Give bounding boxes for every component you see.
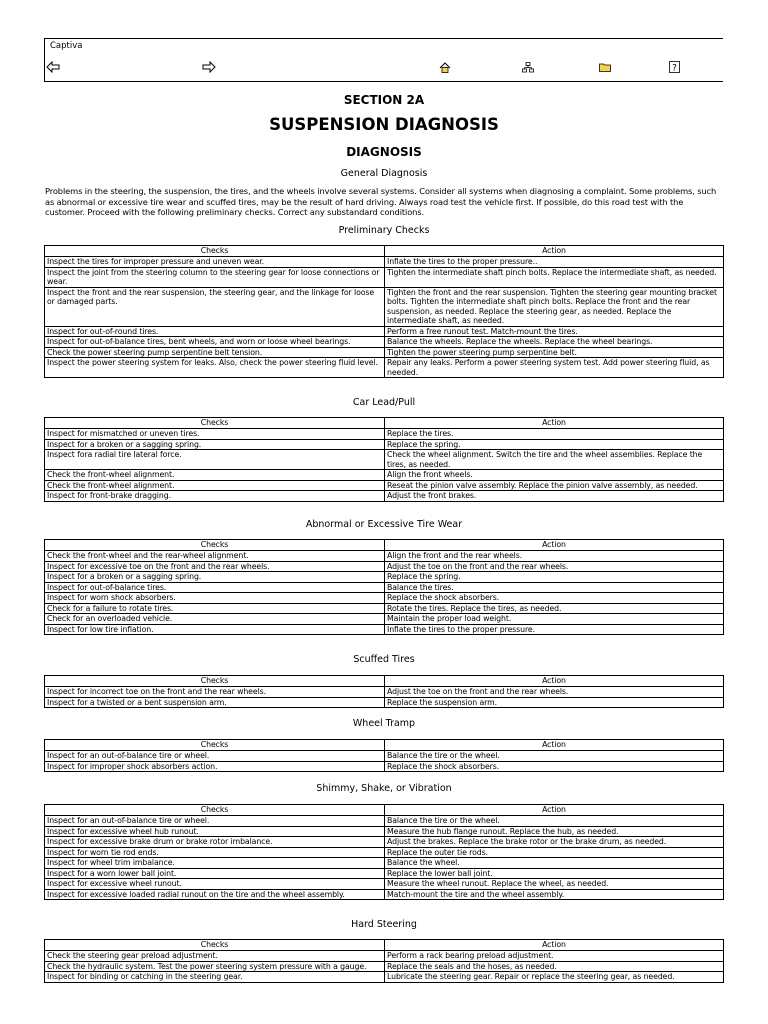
check-cell: Inspect the power steering system for leaks. Also, check the power steering fluid level. [45,358,385,378]
table-row [45,287,724,326]
action-cell: Adjust the toe on the front and the rear wheels. [385,561,724,572]
column-header-checks: Checks [45,418,385,429]
table-row [45,837,724,848]
table-row [45,337,724,348]
index-tree-icon[interactable] [521,61,535,73]
table-row [45,951,724,962]
product-name: Captiva [50,41,83,51]
column-header-checks: Checks [45,805,385,816]
table-title: Wheel Tramp [352,718,416,729]
page-title: SUSPENSION DIAGNOSIS [269,115,499,134]
check-cell: Inspect for an out-of-balance tire or wheel. [45,816,385,827]
action-cell: Replace the outer tie rods. [385,847,724,858]
column-header-action: Action [385,246,724,257]
check-cell: Inspect for improper shock absorbers action. [45,761,385,772]
table-row [45,858,724,869]
table-row [45,624,724,635]
action-cell: Tighten the intermediate shaft pinch bolts. Replace the intermediate shaft, as needed. [385,267,724,287]
table-title: Hard Steering [351,919,417,930]
table-title: Car Lead/Pull [352,397,416,408]
check-cell: Inspect for binding or catching in the steering gear. [45,972,385,983]
table-row [45,582,724,593]
table-row [45,889,724,900]
help-icon[interactable] [667,61,681,73]
check-cell: Inspect for a broken or a sagging spring. [45,572,385,583]
check-cell: Inspect for excessive brake drum or brake rotor imbalance. [45,837,385,848]
action-cell: Measure the hub flange runout. Replace the hub, as needed. [385,826,724,837]
check-cell: Inspect for out-of-balance tires. [45,582,385,593]
action-cell: Replace the tires. [385,429,724,440]
check-cell: Inspect for out-of-balance tires, bent wheels, and worn or loose wheel bearings. [45,337,385,348]
table-title: Abnormal or Excessive Tire Wear [305,519,463,530]
table-row [45,480,724,491]
table-row [45,326,724,337]
action-cell: Inflate the tires to the proper pressure.. [385,257,724,268]
check-cell: Inspect for a broken or a sagging spring. [45,439,385,450]
column-header-action: Action [385,676,724,687]
action-cell: Reseat the pinion valve assembly. Replace the pinion valve assembly, as needed. [385,480,724,491]
section-number: SECTION 2A [343,93,425,107]
check-cell: Check the power steering pump serpentine belt tension. [45,347,385,358]
check-cell: Inspect fora radial tire lateral force. [45,450,385,470]
action-cell: Inflate the tires to the proper pressure. [385,624,724,635]
general-diagnosis-heading: General Diagnosis [340,168,428,179]
diagnosis-table-preliminary-checks [44,245,724,378]
table-row [45,257,724,268]
table-title: Scuffed Tires [353,654,415,665]
column-header-action: Action [385,805,724,816]
check-cell: Inspect for out-of-round tires. [45,326,385,337]
check-cell: Inspect for excessive loaded radial runout on the tire and the wheel assembly. [45,889,385,900]
intro-paragraph: Problems in the steering, the suspension, the tires, and the wheels involve several systems. Consider all systems when diagnosing a complaint. Some problems, such as abnormal or excessive tire wear and scuffed tires, may be the result of hard driving. Always road test the vehicle first. If possible, do this road test with the customer. Proceed with the following preliminary checks. Correct any substandard conditions. [45,186,717,217]
check-cell: Check for an overloaded vehicle. [45,614,385,625]
table-row [45,347,724,358]
check-cell: Inspect for excessive wheel runout. [45,879,385,890]
table-row [45,603,724,614]
check-cell: Inspect for a twisted or a bent suspension arm. [45,697,385,708]
table-row [45,551,724,562]
table-row [45,358,724,378]
action-cell: Tighten the power steering pump serpentine belt. [385,347,724,358]
table-row [45,868,724,879]
check-cell: Inspect for wheel trim imbalance. [45,858,385,869]
table-row [45,561,724,572]
action-cell: Replace the lower ball joint. [385,868,724,879]
table-row [45,879,724,890]
diagnosis-table-shimmy-shake-vibration [44,804,724,900]
action-cell: Adjust the toe on the front and the rear wheels. [385,687,724,698]
action-cell: Adjust the brakes. Replace the brake rotor or the brake drum, as needed. [385,837,724,848]
action-cell: Tighten the front and the rear suspension. Tighten the steering gear mounting bracket bolts. Tighten the intermediate shaft pinch bolts. Replace the front and the rear suspension, as needed. Replace the steering gear, as needed. Replace the intermediate shaft, as needed. [385,287,724,326]
diagnosis-table-wheel-tramp [44,739,724,772]
table-row [45,593,724,604]
action-cell: Replace the shock absorbers. [385,593,724,604]
table-row [45,491,724,502]
svg-text:?: ? [671,63,677,73]
action-cell: Balance the wheel. [385,858,724,869]
check-cell: Check the steering gear preload adjustment. [45,951,385,962]
action-cell: Replace the spring. [385,572,724,583]
action-cell: Rotate the tires. Replace the tires, as needed. [385,603,724,614]
check-cell: Inspect the tires for improper pressure and uneven wear. [45,257,385,268]
action-cell: Replace the shock absorbers. [385,761,724,772]
column-header-checks: Checks [45,246,385,257]
table-title: Preliminary Checks [338,225,430,236]
check-cell: Check for a failure to rotate tires. [45,603,385,614]
table-row [45,614,724,625]
check-cell: Inspect for mismatched or uneven tires. [45,429,385,440]
action-cell: Balance the tire or the wheel. [385,751,724,762]
check-cell: Check the hydraulic system. Test the power steering system pressure with a gauge. [45,961,385,972]
diagnosis-table-car-lead-pull [44,417,724,502]
column-header-checks: Checks [45,540,385,551]
check-cell: Check the front-wheel and the rear-wheel alignment. [45,551,385,562]
action-cell: Measure the wheel runout. Replace the wheel, as needed. [385,879,724,890]
check-cell: Inspect the joint from the steering column to the steering gear for loose connections or wear. [45,267,385,287]
check-cell: Check the front-wheel alignment. [45,470,385,481]
table-row [45,439,724,450]
column-header-action: Action [385,418,724,429]
check-cell: Inspect for worn shock absorbers. [45,593,385,604]
action-cell: Balance the tires. [385,582,724,593]
column-header-checks: Checks [45,740,385,751]
diagnosis-table-hard-steering [44,939,724,983]
action-cell: Maintain the proper load weight. [385,614,724,625]
table-row [45,470,724,481]
table-row [45,961,724,972]
folder-icon[interactable] [598,61,612,73]
top-navigation-bar [44,38,723,82]
action-cell: Match-mount the tire and the wheel assembly. [385,889,724,900]
check-cell: Inspect for front-brake dragging. [45,491,385,502]
check-cell: Inspect for worn tie rod ends. [45,847,385,858]
diagnosis-table-scuffed-tires [44,675,724,708]
back-arrow-icon[interactable] [46,61,60,73]
table-row [45,751,724,762]
action-cell: Balance the wheels. Replace the wheels. Replace the wheel bearings. [385,337,724,348]
table-row [45,697,724,708]
action-cell: Perform a rack bearing preload adjustment. [385,951,724,962]
column-header-action: Action [385,540,724,551]
check-cell: Inspect for excessive wheel hub runout. [45,826,385,837]
page-subtitle: DIAGNOSIS [346,145,422,159]
action-cell: Perform a free runout test. Match-mount the tires. [385,326,724,337]
table-row [45,429,724,440]
action-cell: Balance the tire or the wheel. [385,816,724,827]
column-header-checks: Checks [45,676,385,687]
check-cell: Check the front-wheel alignment. [45,480,385,491]
column-header-action: Action [385,740,724,751]
action-cell: Replace the suspension arm. [385,697,724,708]
check-cell: Inspect for an out-of-balance tire or wheel. [45,751,385,762]
action-cell: Adjust the front brakes. [385,491,724,502]
home-icon[interactable] [438,61,452,73]
table-row [45,816,724,827]
table-row [45,687,724,698]
table-row [45,450,724,470]
table-row [45,572,724,583]
action-cell: Repair any leaks. Perform a power steering system test. Add power steering fluid, as needed. [385,358,724,378]
diagnosis-table-abnormal-tire-wear [44,539,724,635]
action-cell: Lubricate the steering gear. Repair or replace the steering gear, as needed. [385,972,724,983]
check-cell: Inspect the front and the rear suspension, the steering gear, and the linkage for loose or damaged parts. [45,287,385,326]
action-cell: Align the front and the rear wheels. [385,551,724,562]
table-row [45,847,724,858]
table-row [45,826,724,837]
table-title: Shimmy, Shake, or Vibration [316,783,452,794]
column-header-checks: Checks [45,940,385,951]
action-cell: Replace the spring. [385,439,724,450]
column-header-action: Action [385,940,724,951]
table-row [45,761,724,772]
action-cell: Check the wheel alignment. Switch the tire and the wheel assemblies. Replace the tires, as needed. [385,450,724,470]
check-cell: Inspect for a worn lower ball joint. [45,868,385,879]
action-cell: Replace the seals and the hoses, as needed. [385,961,724,972]
action-cell: Align the front wheels. [385,470,724,481]
forward-arrow-icon[interactable] [202,61,216,73]
table-row [45,267,724,287]
check-cell: Inspect for excessive toe on the front and the rear wheels. [45,561,385,572]
check-cell: Inspect for incorrect toe on the front and the rear wheels. [45,687,385,698]
table-row [45,972,724,983]
check-cell: Inspect for low tire inflation. [45,624,385,635]
